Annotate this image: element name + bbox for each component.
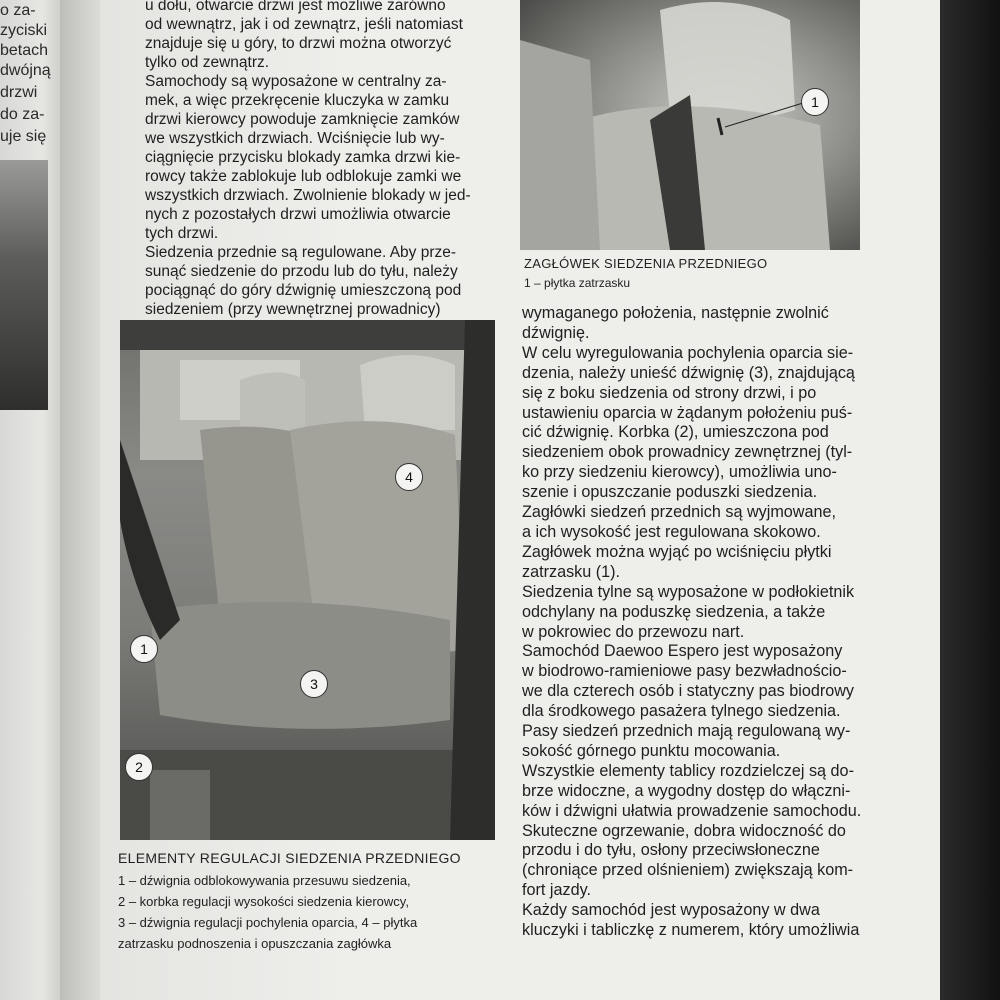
text-line: rowcy także zablokuje lub odblokuje zamki we <box>145 168 462 185</box>
text-line: się z boku siedzenia od strony drzwi, i po <box>522 383 817 402</box>
text-line: dla środkowego pasażera tylnego siedzenia. <box>522 702 841 721</box>
callout-4: 4 <box>395 463 423 491</box>
text-line: Wszystkie elementy tablicy rozdzielczej są do- <box>522 761 854 780</box>
left-page-fragment: uje się <box>0 128 47 145</box>
text-line: siedzeniem (przy wewnętrznej prowadnicy) <box>145 301 441 318</box>
text-line: sokość górnego punktu mocowania. <box>522 741 781 760</box>
text-line: nych z pozostałych drzwi umożliwia otwarcie <box>145 206 451 223</box>
text-line: Samochody są wyposażone w centralny za- <box>145 73 447 90</box>
left-page-fragment: zyciski <box>0 22 48 39</box>
seat-photo-illustration <box>120 320 495 840</box>
text-line: Skuteczne ogrzewanie, dobra widoczność do <box>522 821 846 840</box>
text-line: Zagłówki siedzeń przednich są wyjmowane, <box>522 503 837 522</box>
text-line: Samochód Daewoo Espero jest wyposażony <box>522 642 843 661</box>
seat-caption-legend-line: zatrzasku podnoszenia i opuszczania zagłówka <box>118 936 392 951</box>
text-line: szenie i opuszczanie poduszki siedzenia. <box>522 483 818 502</box>
text-line: drzwi kierowcy powoduje zamknięcie zamków <box>145 111 460 128</box>
text-line: mek, a więc przekręcenie kluczyka w zamku <box>145 92 450 109</box>
text-line: we dla czterech osób i statyczny pas biodrowy <box>522 682 855 701</box>
callout-1: 1 <box>801 88 829 116</box>
left-page <box>0 0 60 1000</box>
seat-caption-legend-line: 1 – dźwignia odblokowywania przesuwu siedzenia, <box>118 873 411 888</box>
left-page-fragment: betach <box>0 42 49 59</box>
headrest-photo <box>520 0 860 250</box>
seat-caption-legend-line: 2 – korbka regulacji wysokości siedzenia kierowcy, <box>118 894 409 909</box>
text-line: ko przy siedzeniu kierowcy), umożliwia uno- <box>522 463 837 482</box>
left-page-fragment: do za- <box>0 106 45 123</box>
text-line: (chroniące przed olśnieniem) zwiększają kom- <box>522 861 854 880</box>
text-line: w pokrowiec do przewozu nart. <box>522 622 745 641</box>
headrest-caption-legend: 1 – płytka zatrzasku <box>524 276 631 290</box>
text-line: ciągnięcie przycisku blokady zamka drzwi kie- <box>145 149 461 166</box>
text-line: u dołu, otwarcie drzwi jest możliwe zarówno <box>145 0 446 14</box>
text-line: Pasy siedzeń przednich mają regulowaną wy- <box>522 722 851 741</box>
text-line: Zagłówek można wyjąć po wciśnięciu płytki <box>522 542 832 561</box>
text-line: przodu i do tyłu, osłony przeciwsłoneczne <box>522 841 820 860</box>
text-column-right <box>522 304 922 941</box>
text-line: dzenia, należy unieść dźwignię (3), znajdującą <box>522 363 855 382</box>
text-line: tych drzwi. <box>145 225 219 242</box>
seat-caption-title: ELEMENTY REGULACJI SIEDZENIA PRZEDNIEGO <box>118 850 461 866</box>
headrest-photo-illustration <box>520 0 860 250</box>
text-line: a ich wysokość jest regulowana skokowo. <box>522 522 821 541</box>
left-page-photo-fragment <box>0 160 48 410</box>
left-page-fragment: drzwi <box>0 84 38 101</box>
text-line: odchylany na poduszkę siedzenia, a także <box>522 602 826 621</box>
text-line: dźwignię. <box>522 323 590 342</box>
seat-caption-legend-line: 3 – dźwignia regulacji pochylenia oparcia, 4 – płytka <box>118 915 418 930</box>
text-line: wymaganego położenia, następnie zwolnić <box>522 304 829 322</box>
text-line: Siedzenia przednie są regulowane. Aby prze- <box>145 244 457 261</box>
callout-3: 3 <box>300 670 328 698</box>
text-line: siedzeniem obok prowadnicy zewnętrznej (tyl- <box>522 443 853 462</box>
text-line: sunąć siedzenie do przodu lub do tyłu, należy <box>145 263 458 280</box>
text-line: pociągnąć do góry dźwignię umieszczoną pod <box>145 282 462 299</box>
callout-2: 2 <box>125 753 153 781</box>
headrest-caption-title: ZAGŁÓWEK SIEDZENIA PRZEDNIEGO <box>524 256 768 271</box>
text-line: Każdy samochód jest wyposażony w dwa <box>522 901 820 920</box>
page-edge-shadow <box>940 0 1000 1000</box>
text-line: cić dźwignię. Korbka (2), umieszczona pod <box>522 423 829 442</box>
text-line: W celu wyregulowania pochylenia oparcia sie- <box>522 343 854 362</box>
callout-1: 1 <box>130 635 158 663</box>
seat-photo <box>120 320 495 840</box>
text-line: kluczyki i tabliczkę z numerem, który umożliwia <box>522 921 860 940</box>
left-page-fragment: o za- <box>0 2 36 19</box>
text-line: od wewnątrz, jak i od zewnątrz, jeśli natomiast <box>145 16 463 33</box>
left-page-fragment: dwójną <box>0 62 51 79</box>
text-line: w biodrowo-ramieniowe pasy bezwładnościo- <box>522 662 847 681</box>
text-line: we wszystkich drzwiach. Wciśnięcie lub wy- <box>145 130 445 147</box>
text-line: zatrzasku (1). <box>522 562 621 581</box>
text-line: fort jazdy. <box>522 881 591 900</box>
text-line: tylko od zewnątrz. <box>145 54 270 71</box>
text-line: Siedzenia tylne są wyposażone w podłokietnik <box>522 582 855 601</box>
text-line: ków i dźwigni ułatwia prowadzenie samochodu. <box>522 801 862 820</box>
text-line: znajduje się u góry, to drzwi można otworzyć <box>145 35 452 52</box>
text-line: brze widoczne, a wygodny dostęp do włączni- <box>522 781 851 800</box>
text-column-left <box>145 0 490 338</box>
text-line: wszystkich drzwiach. Zwolnienie blokady w jed- <box>145 187 471 204</box>
text-line: ustawieniu oparcia w żądanym położeniu puś- <box>522 403 853 422</box>
